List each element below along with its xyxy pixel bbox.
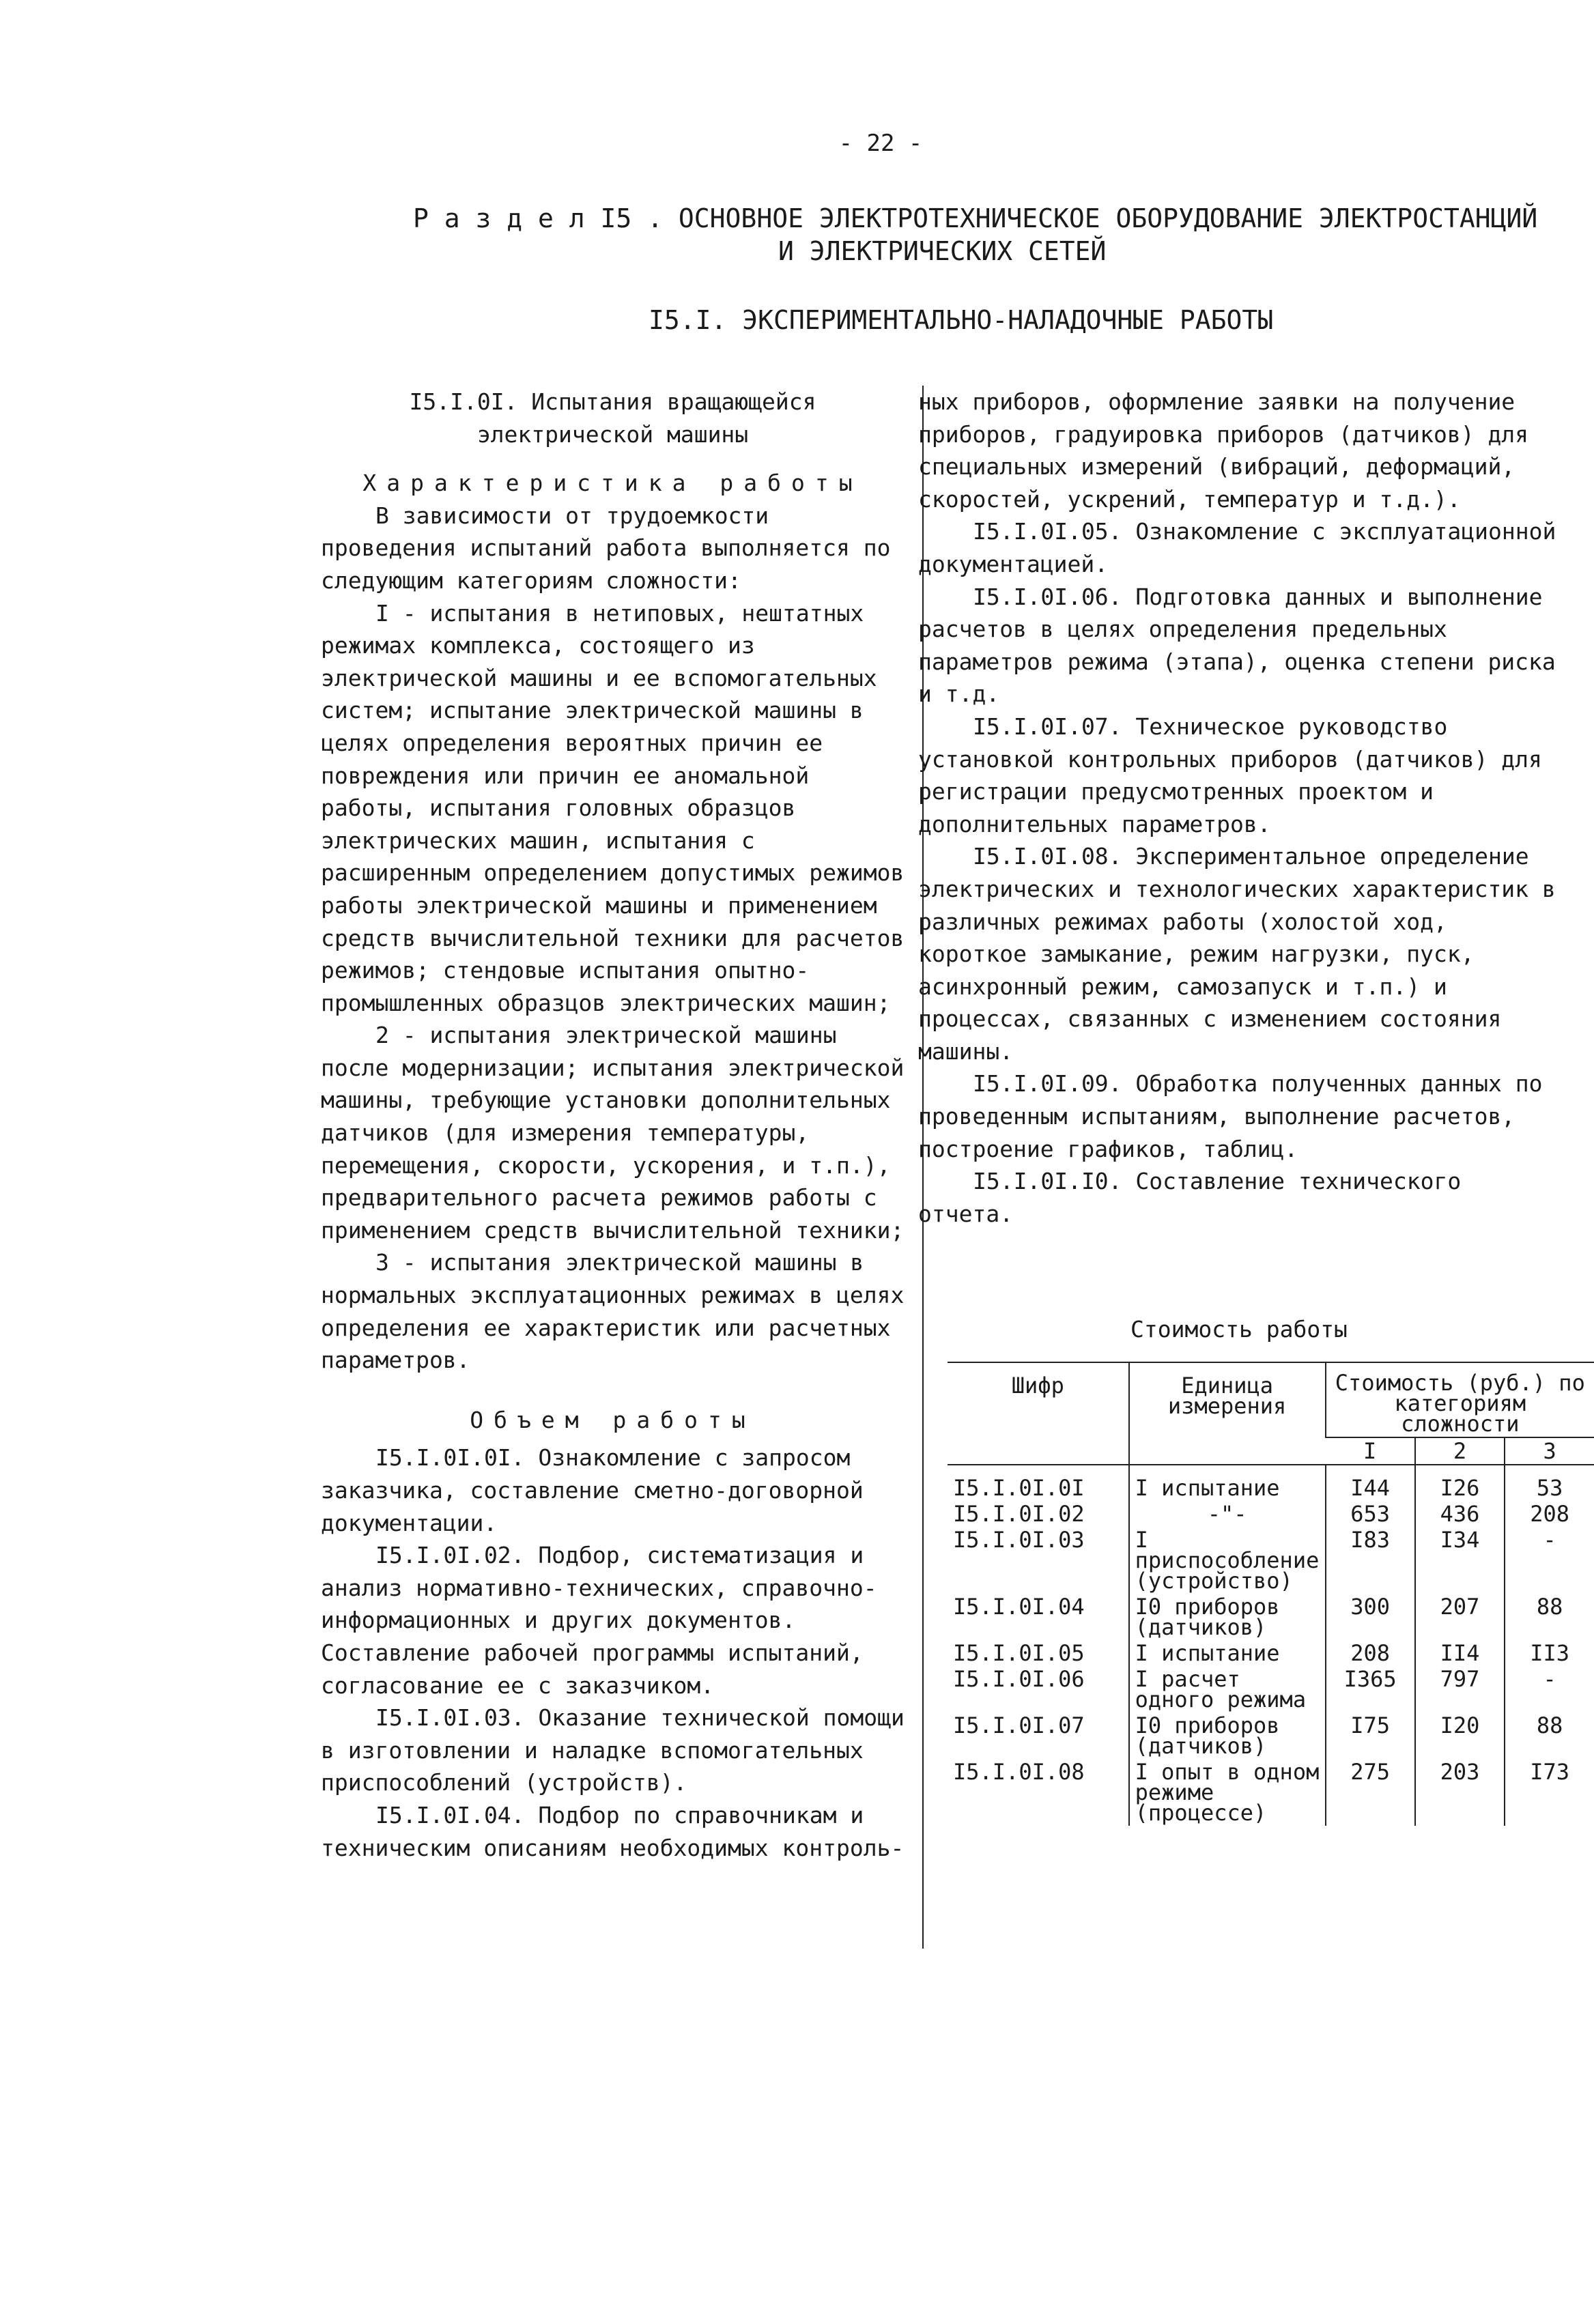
section-title: Р а з д е л I5 . ОСНОВНОЕ ЭЛЕКТРОТЕХНИЧЕСКОЕ ОБОРУДОВАНИЕ ЭЛЕКТРОСТАНЦИЙ	[413, 203, 1538, 233]
cat-1-header: I	[1326, 1437, 1415, 1465]
row-cost-1: 208	[1326, 1640, 1415, 1666]
row-cost-2: 203	[1415, 1759, 1505, 1826]
row-cost-3: 88	[1505, 1594, 1594, 1640]
table-caption: Стоимость работы	[1130, 1316, 1348, 1343]
table-row	[948, 1594, 1594, 1640]
col-code-header: Шифр	[948, 1362, 1129, 1465]
row-cost-1: I75	[1326, 1712, 1415, 1759]
row-unit: I испытание	[1129, 1465, 1326, 1501]
operation-04: I5.I.0I.04. Подбор по справочникам и техническим описаниям необходимых контроль-	[321, 1801, 905, 1861]
row-unit: I0 приборов (датчиков)	[1129, 1712, 1326, 1759]
row-code: I5.I.0I.08	[953, 1759, 1085, 1785]
row-cost-3: 88	[1505, 1712, 1594, 1759]
page-number: - 22 -	[838, 130, 923, 157]
row-cost-1: I365	[1326, 1666, 1415, 1712]
col-cost-header: Стоимость (руб.) по категориям сложности	[1326, 1362, 1594, 1437]
row-cost-3: 53	[1505, 1465, 1594, 1501]
row-cost-1: I83	[1326, 1527, 1415, 1594]
row-unit: I опыт в одном режиме (процессе)	[1129, 1759, 1326, 1826]
intro-paragraph: В зависимости от трудоемкости проведения испытаний работа выполняется по следующим категориям сложности:	[321, 502, 891, 594]
volume-heading: Объем работы	[470, 1406, 756, 1433]
row-cost-1: I44	[1326, 1465, 1415, 1501]
cost-table	[948, 1362, 1594, 1826]
row-cost-3: -	[1505, 1527, 1594, 1594]
row-code: I5.I.0I.0I	[953, 1475, 1085, 1501]
table-row	[948, 1501, 1594, 1527]
characteristic-heading: Характеристика работы	[362, 470, 863, 497]
operation-06: I5.I.0I.06. Подготовка данных и выполнение расчетов в целях определения предельных параметров режима (этапа), оценка степени риска и т.д.	[918, 583, 1556, 708]
row-code: I5.I.0I.06	[953, 1666, 1085, 1692]
row-cost-3: I73	[1505, 1759, 1594, 1826]
row-code: I5.I.0I.07	[953, 1712, 1085, 1738]
right-column	[918, 386, 1556, 1230]
operation-03: I5.I.0I.03. Оказание технической помощи в изготовлении и наладке вспомогательных приспособлений (устройств).	[321, 1704, 905, 1796]
row-cost-1: 275	[1326, 1759, 1415, 1826]
item-title: I5.I.0I. Испытания вращающейся	[409, 388, 816, 415]
left-column	[321, 386, 905, 1864]
cat-2-header: 2	[1415, 1437, 1505, 1465]
operation-02: I5.I.0I.02. Подбор, систематизация и анализ нормативно-технических, справочно-информационных и других документов. Составление рабочей программы испытаний, согласование ее с заказчиком.	[321, 1542, 877, 1699]
row-code: I5.I.0I.02	[953, 1501, 1085, 1527]
row-cost-1: 653	[1326, 1501, 1415, 1527]
operation-01: I5.I.0I.0I. Ознакомление с запросом заказчика, составление сметно-договорной документации.	[321, 1444, 864, 1536]
operation-10: I5.I.0I.I0. Составление технического отчета.	[918, 1168, 1462, 1227]
row-cost-1: 300	[1326, 1594, 1415, 1640]
item-title-line2: электрической машины	[476, 420, 749, 448]
row-unit: I приспособление (устройство)	[1129, 1527, 1326, 1594]
operation-05: I5.I.0I.05. Ознакомление с эксплуатационной документацией.	[918, 518, 1556, 577]
row-cost-3: -	[1505, 1666, 1594, 1712]
row-cost-2: 797	[1415, 1666, 1505, 1712]
category-2-text: 2 - испытания электрической машины после модернизации; испытания электрической машины, требующие установки дополнительных датчиков (для измерения температуры, перемещения, скорости, ускорения, и т.п.), предварительного расчета режимов работы с применением средств вычислительной техники;	[321, 1022, 905, 1244]
table-row	[948, 1640, 1594, 1666]
row-cost-3: 208	[1505, 1501, 1594, 1527]
table-row	[948, 1527, 1594, 1594]
operation-08: I5.I.0I.08. Экспериментальное определение электрических и технологических характеристик в различных режимах работы (холостой ход, короткое замыкание, режим нагрузки, пуск, асинхронный режим, самозапуск и т.п.) и процессах, связанных с изменением состояния машины.	[918, 843, 1556, 1065]
row-cost-2: 436	[1415, 1501, 1505, 1527]
table-row	[948, 1666, 1594, 1712]
operation-04-continued: ных приборов, оформление заявки на получение приборов, градуировка приборов (датчиков) для специальных измерений (вибраций, деформаций, скоростей, ускрений, температур и т.д.).	[918, 388, 1529, 513]
row-code: I5.I.0I.04	[953, 1594, 1085, 1620]
table-row	[948, 1712, 1594, 1759]
row-cost-3: II3	[1505, 1640, 1594, 1666]
row-unit: I испытание	[1129, 1640, 1326, 1666]
operation-09: I5.I.0I.09. Обработка полученных данных по проведенным испытаниям, выполнение расчетов, построение графиков, таблиц.	[918, 1070, 1543, 1162]
row-code: I5.I.0I.05	[953, 1640, 1085, 1666]
row-unit: -"-	[1129, 1501, 1326, 1527]
row-cost-2: II4	[1415, 1640, 1505, 1666]
operation-07: I5.I.0I.07. Техническое руководство установкой контрольных приборов (датчиков) для регистрации предусмотренных проектом и дополнительных параметров.	[918, 713, 1542, 837]
row-code: I5.I.0I.03	[953, 1527, 1085, 1553]
section-title-line2: И ЭЛЕКТРИЧЕСКИХ СЕТЕЙ	[778, 236, 1107, 266]
category-3-text: 3 - испытания электрической машины в нормальных эксплуатационных режимах в целях определения ее характеристик или расчетных параметров.	[321, 1249, 905, 1374]
cat-3-header: 3	[1505, 1437, 1594, 1465]
table-row	[948, 1465, 1594, 1501]
category-1-text: I - испытания в нетиповых, нештатных режимах комплекса, состоящего из электрической машины и ее вспомогательных систем; испытание электрической машины в целях определения вероятных причин ее повреждения или причин ее аномальной работы, испытания головных образцов электрических машин, испытания с расширенным определением допустимых режимов работы электрической машины и применением средств вычислительной техники для расчетов режимов; стендовые испытания опытно-промышленных образцов электрических машин;	[321, 599, 905, 1016]
table-row	[948, 1759, 1594, 1826]
row-unit: I расчет одного режима	[1129, 1666, 1326, 1712]
row-cost-2: 207	[1415, 1594, 1505, 1640]
col-unit-header: Единица измерения	[1129, 1362, 1326, 1465]
row-cost-2: I20	[1415, 1712, 1505, 1759]
row-cost-2: I26	[1415, 1465, 1505, 1501]
row-unit: I0 приборов (датчиков)	[1129, 1594, 1326, 1640]
subsection-heading: I5.I. ЭКСПЕРИМЕНТАЛЬНО-НАЛАДОЧНЫЕ РАБОТЫ	[649, 305, 1274, 335]
row-cost-2: I34	[1415, 1527, 1505, 1594]
